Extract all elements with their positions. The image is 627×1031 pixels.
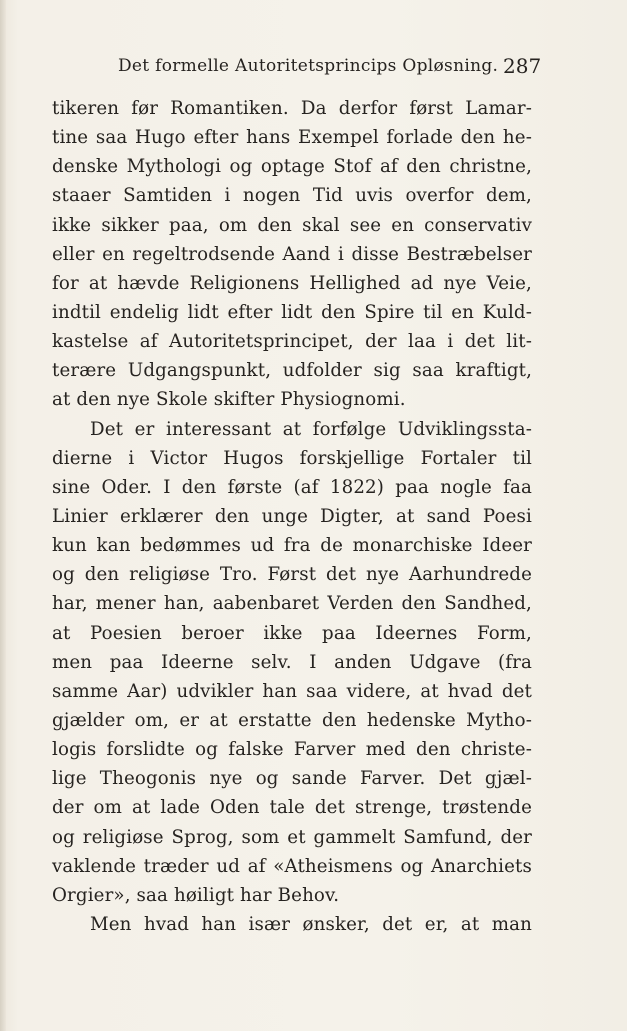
text-line: gjælder om, er at erstatte den hedenske Mytho- — [52, 709, 532, 731]
text-line: Orgier», saa høiligt har Behov. — [52, 884, 340, 906]
text-line: kun kan bedømmes ud fra de monarchiske Ideer — [52, 535, 532, 557]
text-line: men paa Ideerne selv. I anden Udgave (fra — [52, 651, 532, 673]
text-line: lige Theogonis nye og sande Farver. Det gjæl- — [52, 768, 532, 790]
text-line: har, mener han, aabenbaret Verden den Sandhed, — [52, 593, 532, 615]
text-line: og den religiøse Tro. Først det nye Aarhundrede — [52, 564, 532, 586]
page-gutter — [0, 0, 6, 1031]
text-line: tikeren før Romantiken. Da derfor først Lamar- — [52, 98, 532, 119]
paragraph-first-line: Det er interessant at forfølge Udviklingssta- — [90, 418, 532, 440]
text-line: dierne i Victor Hugos forskjellige Fortaler til — [52, 447, 532, 469]
text-line: terære Udgangspunkt, udfolder sig saa kraftigt, — [52, 360, 532, 382]
text-line: eller en regeltrodsende Aand i disse Bestræbelser — [52, 243, 532, 265]
page-header — [0, 54, 627, 80]
text-line: Linier erklærer den unge Digter, at sand Poesi — [52, 505, 532, 527]
text-line: staaer Samtiden i nogen Tid uvis overfor dem, — [52, 185, 532, 207]
text-line: der om at lade Oden tale det strenge, trøstende — [52, 797, 532, 819]
text-line: at Poesien beroer ikke paa Ideernes Form, — [52, 622, 532, 644]
text-line: vaklende træder ud af «Atheismens og Anarchiets — [52, 855, 532, 877]
body-text — [52, 94, 532, 939]
text-line: og religiøse Sprog, som et gammelt Samfund, der — [52, 826, 532, 848]
text-line: at den nye Skole skifter Physiognomi. — [52, 389, 406, 411]
text-line: sine Oder. I den første (af 1822) paa nogle faa — [52, 476, 532, 498]
paragraph-first-line: Men hvad han især ønsker, det er, at man — [90, 913, 532, 935]
text-line: logis forslidte og falske Farver med den christe- — [52, 739, 532, 761]
text-line: denske Mythologi og optage Stof af den christne, — [52, 156, 532, 178]
text-line: kastelse af Autoritetsprincipet, der laa i det lit- — [52, 331, 532, 353]
text-line: ikke sikker paa, om den skal see en conservativ — [52, 214, 532, 236]
text-line: indtil endelig lidt efter lidt den Spire til en Kuld- — [52, 301, 532, 323]
running-title: Det formelle Autoritetsprincips Opløsning. — [118, 56, 499, 76]
text-line: samme Aar) udvikler han saa videre, at hvad det — [52, 680, 532, 702]
text-line: for at hævde Religionens Hellighed ad nye Veie, — [52, 272, 532, 294]
page-number: 287 — [503, 54, 542, 78]
text-line: tine saa Hugo efter hans Exempel forlade den he- — [52, 127, 532, 149]
